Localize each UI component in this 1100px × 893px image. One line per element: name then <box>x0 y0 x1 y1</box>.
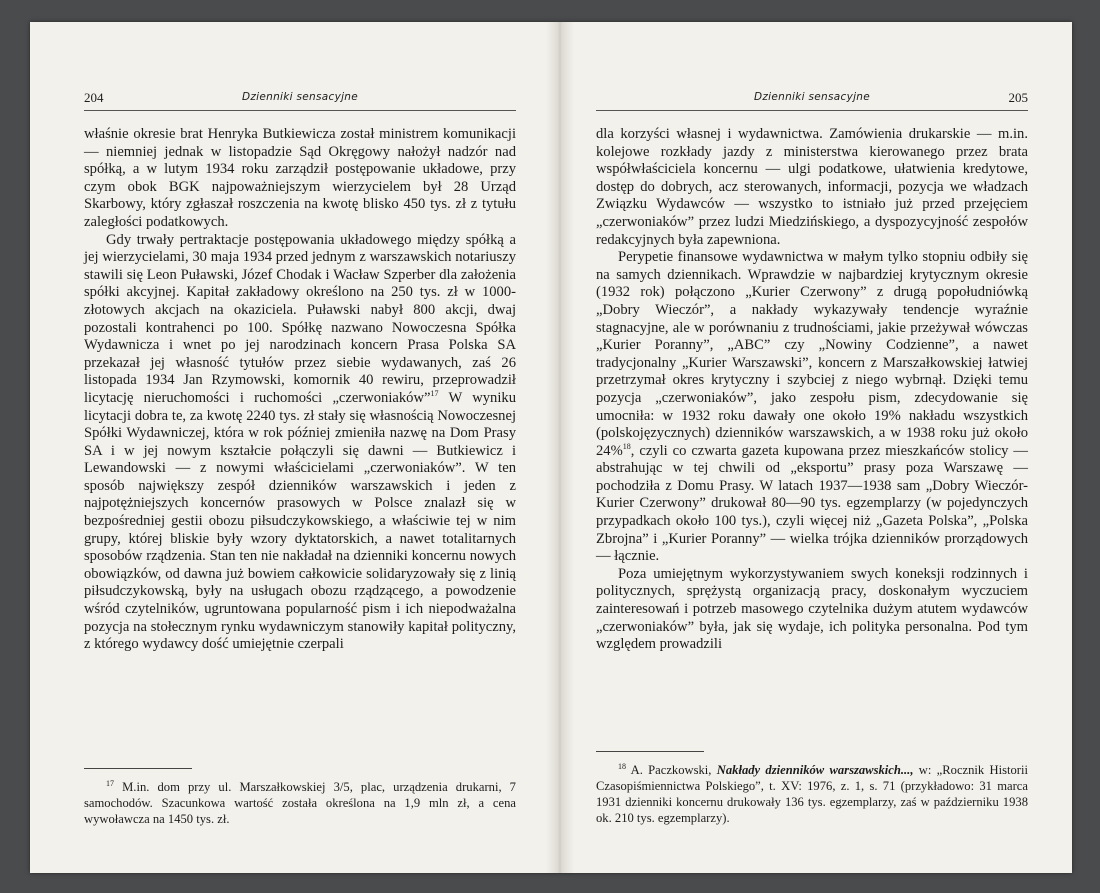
right-header-rule <box>596 110 1028 111</box>
right-paragraph-1: dla korzyści własnej i wydawnictwa. Zamówienia drukarskie — m.in. kolejowe rozkłady jazdy z ministerstwa kierowanego przez brata współwłaściciela koncernu — ulgi podatkowe, ułatwienia kredytowe, dostęp do dobrych, acz sterowanych, informacji, pozycja we władzach Związku Wydawców — wszystko to istniało już przed przejęciem „czerwoniaków” przez ludzi Miedzińskiego, a dyspozycyjność zespołów redakcyjnych była zapewniona. <box>596 126 1028 248</box>
left-footnote <box>84 779 516 827</box>
book-gutter <box>546 22 574 873</box>
right-page-number: 205 <box>1008 90 1028 105</box>
right-page <box>596 22 1028 873</box>
left-paragraph-1: właśnie okresie brat Henryka Butkiewicza został ministrem komunikacji — niemniej jednak w listopadzie Sąd Okręgowy nałożył nadzór nad spółką, a w lutym 1934 roku zarządził postępowanie układowe, przy czym obok BGK najpoważniejszym wierzycielem był 28 Urząd Skarbowy, który zgłaszał roszczenia na kwotę blisko 450 tys. zł z tytułu zaległości podatkowych. <box>84 126 516 230</box>
right-page-body <box>596 126 1028 654</box>
right-running-title: Dzienniki sensacyjne <box>753 91 871 103</box>
footnote-number-17: 17 <box>106 778 114 788</box>
left-page-number: 204 <box>84 90 104 105</box>
right-paragraph-2-text: Perypetie finansowe wydawnictwa w małym tylko stopniu odbiły się na samych dziennikach. Wprawdzie w najbardziej krytycznym okresie (1932 rok) połączono „Kurier Czerwony” z drugą popołudniówką „Dobry Wieczór”, a nakłady wykazywały tendencje wyraźnie stagnacyjne, ale w porównaniu z trudnościami, jakie przeżywał wówczas „Kurier Poranny”, „ABC” czy „Nowiny Codzienne”, a nawet tradycjonalny „Kurier Warszawski”, koncern z Marszałkowskiej łatwiej przetrzymał okres krytyczny i szybciej z niego wybrnął. Dzięki temu pozycja „czerwoniaków”, jako zespołu pism, zdecydowanie się umocniła: w 1932 roku dawały one około 19% nakładu wszystkich (polskojęzycznych) dzienników warszawskich, a w 1938 roku już około 24% <box>596 249 1028 459</box>
footnote-17-text: M.in. dom przy ul. Marszałkowskiej 3/5, plac, urządzenia drukarni, 7 samochodów. Szacunkowa wartość została określona na 1,9 mln zł, a cena wywoławcza na 1450 tys. zł. <box>84 780 516 826</box>
right-footnote <box>596 762 1028 826</box>
right-page-header <box>596 90 1028 108</box>
footnote-marker-17: 17 <box>430 389 439 399</box>
footnote-18-author: A. Paczkowski, <box>630 763 717 777</box>
left-paragraph-2-cont: W wyniku licytacji dobra te, za kwotę 2240 tys. zł stały się własnością Nowoczesnej Spółki Wydawniczej, która w rok później zmieniła nazwę na Dom Prasy SA i w jej nowym kształcie połączyli się dawni — Butkiewicz i Lewandowski — z nowymi właścicielami „czerwoniaków”. W ten sposób największy zespół dzienników warszawskich i jeden z najpotężniejszych koncernów prasowych w Polsce znalazł się w bezpośredniej gestii obozu piłsudczykowskiego, a właściwie tej w nim grupy, której bliskie były wzory dyktatorskich, a nawet totalitarnych sposobów rządzenia. Stan ten nie nakładał na dzienniki koncernu nowych obowiązków, od dawna już bowiem całkowicie solidaryzowały się z linią piłsudczykowską, były na usługach obozu rządzącego, a powodzenie wśród czytelników, ugruntowana popularność pism i ich niepodważalna pozycja na stołecznym rynku wydawniczym stanowiły kapitał polityczny, z którego wydawcy dość umiejętnie czerpali <box>84 389 517 653</box>
right-footnote-rule <box>596 751 704 752</box>
footnote-18-title: Nakłady dzienników warszawskich..., <box>716 763 914 777</box>
footnote-number-18: 18 <box>618 761 626 771</box>
book-spread <box>30 22 1072 873</box>
left-page <box>84 22 516 873</box>
left-running-title: Dzienniki sensacyjne <box>241 91 359 103</box>
left-page-header <box>84 90 516 108</box>
right-paragraph-3: Poza umiejętnym wykorzystywaniem swych koneksji rodzinnych i politycznych, sprężystą organizacją pracy, doskonałym wyczuciem zainteresowań i potrzeb masowego czytelnika dużym atutem wydawców „czerwoniaków” była, jak się wydaje, ich polityka personalna. Pod tym względem prowadzili <box>596 565 1028 653</box>
left-paragraph-2 <box>84 232 516 654</box>
left-footnote-rule <box>84 768 192 769</box>
right-paragraph-2 <box>596 249 1028 566</box>
left-paragraph-2-text: Gdy trwały pertraktacje postępowania układowego między spółką a jej wierzycielami, 30 maja 1934 przed jednym z warszawskich notariuszy stawili się Leon Puławski, Józef Chodak i Wacław Szperber dla założenia spółki akcyjnej. Kapitał zakładowy określono na 250 tys. zł w 1000-złotowych akcjach na okaziciela. Puławski nabył 800 akcji, dwaj pozostali kontrahenci po 100. Spółkę nazwano Nowoczesna Spółka Wydawnicza i wnet po jej narodzinach koncern Prasa Polska SA przekazał jej własność tytułów przez siebie wydawanych, zaś 26 listopada 1934 Jan Rzymowski, komornik 40 rewiru, przeprowadził licytację nieruchomości i ruchomości „czerwoniaków” <box>84 231 516 406</box>
footnote-marker-18: 18 <box>622 441 631 451</box>
right-paragraph-2-cont: , czyli co czwarta gazeta kupowana przez mieszkańców stolicy — abstrahując w tej chwili od „eksportu” prasy poza Warszawę — pochodziła z Domu Prasy. W latach 1937—1938 sam „Dobry Wieczór-Kurier Czerwony” drukował 80—90 tys. egzemplarzy (w pojedynczych przypadkach około 100 tys.), czyli więcej niż „Gazeta Polska”, „Polska Zbrojna” i „Kurier Poranny” — wielka trójka dzienników prorządowych — łącznie. <box>596 442 1028 565</box>
footnote-18-rest: w: „Rocznik Historii Czasopiśmiennictwa Polskiego”, t. XV: 1976, z. 1, s. 71 (przykładowo: 31 marca 1931 dzienniki koncernu drukowały 136 tys. egzemplarzy, zaś w październiku 1938 ok. 210 tys. egzemplarzy). <box>596 763 1028 825</box>
left-page-body <box>84 126 516 654</box>
left-header-rule <box>84 110 516 111</box>
